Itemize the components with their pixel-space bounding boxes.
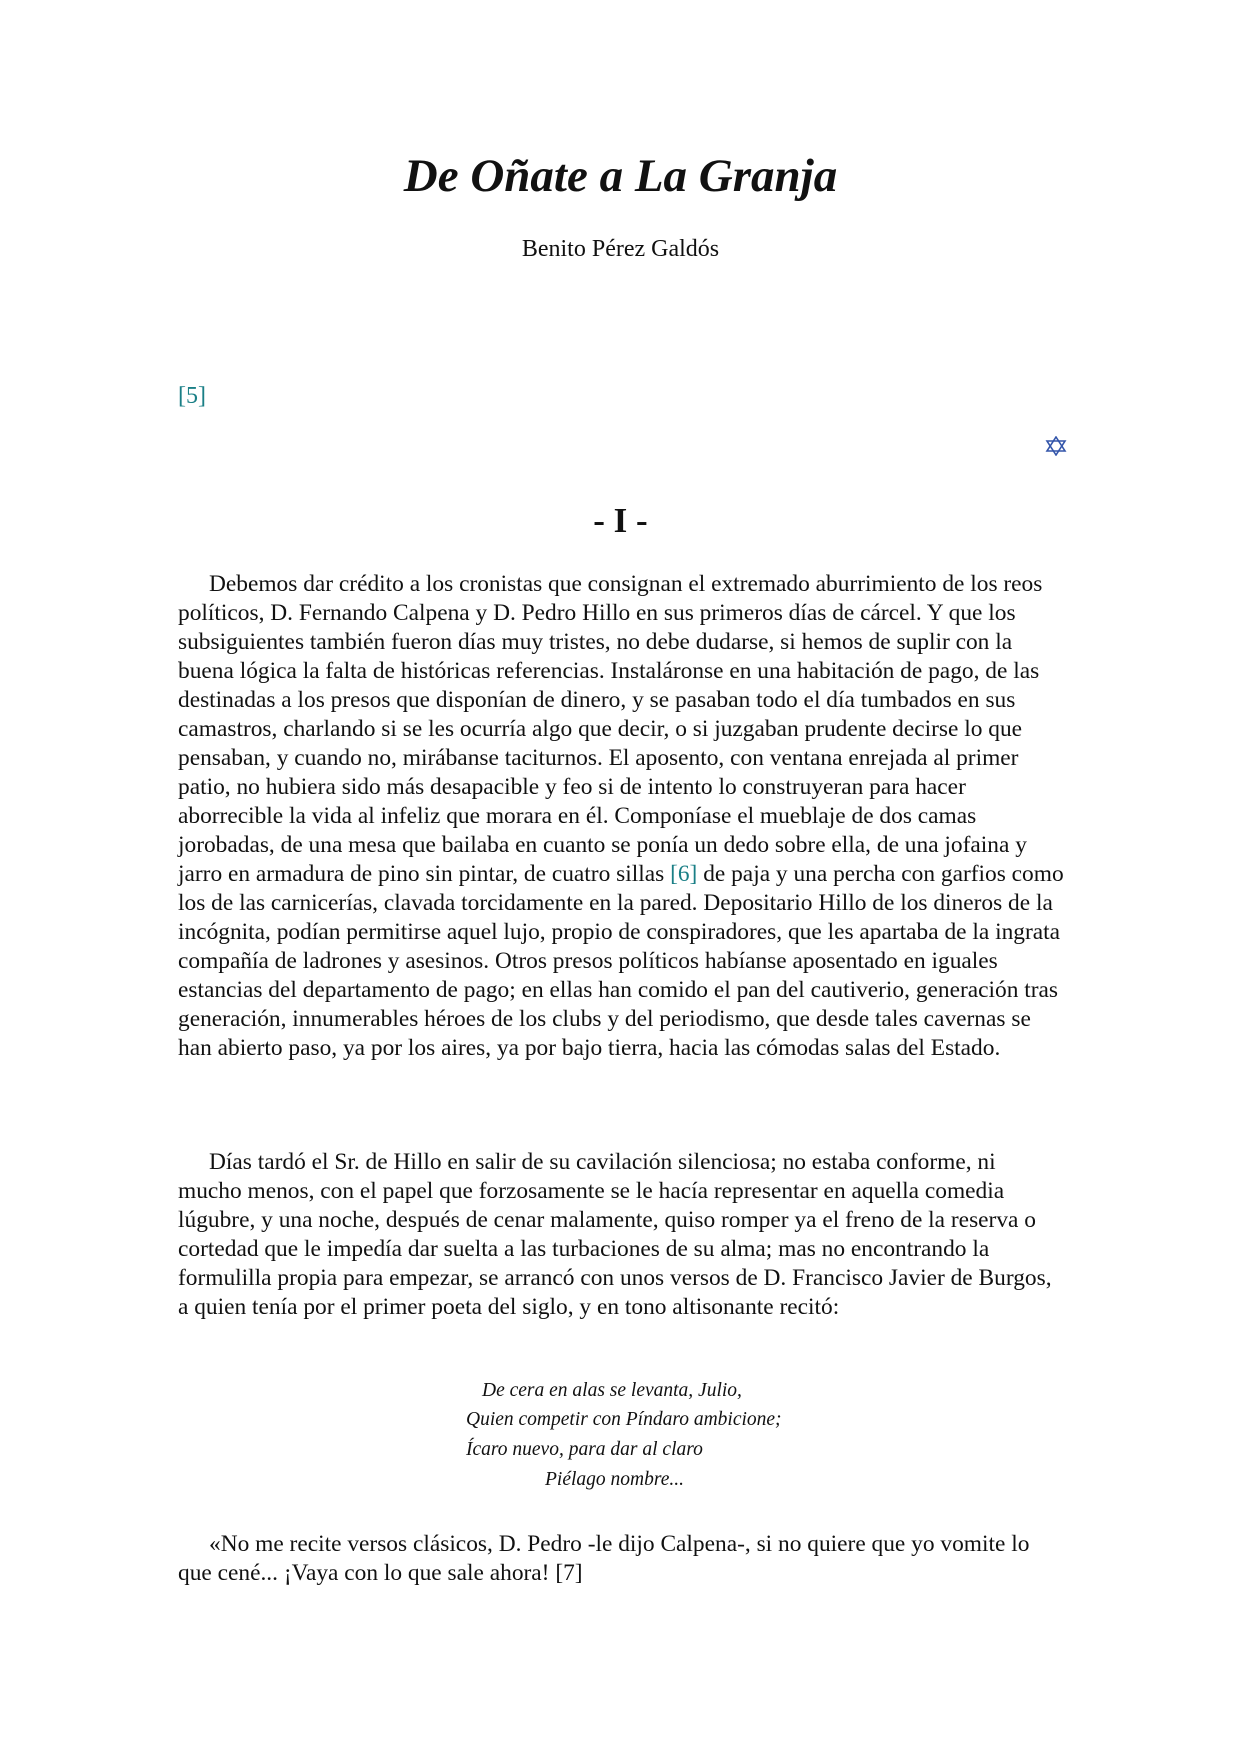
verse-line: De cera en alas se levanta, Julio, bbox=[482, 1380, 742, 1401]
paragraph-3: «No me recite versos clásicos, D. Pedro -le dijo Calpena-, si no quiere que yo vomite lo que cené... ¡Vaya con lo que sale ahora! [7] bbox=[178, 1531, 1030, 1586]
verse-line: Quien competir con Píndaro ambicione; bbox=[466, 1409, 782, 1430]
chapter-heading: - I - bbox=[593, 501, 648, 540]
verse-line: Piélago nombre... bbox=[545, 1469, 685, 1490]
page-reference-link[interactable]: [5] bbox=[178, 383, 206, 409]
paragraph-2: Días tardó el Sr. de Hillo en salir de su cavilación silenciosa; no estaba conforme, ni mucho menos, con el papel que forzosamente se le hacía representar en aquella comedia lúgubre, y una noche, después de cenar malamente, quiso romper ya el freno de la reserva o cortedad que le impedía dar suelta a las turbaciones de su alma; mas no encontrando la formulilla propia para empezar, se arrancó con unos versos de D. Francisco Javier de Burgos, a quien tenía por el primer poeta del siglo, y en tono altisonante recitó: bbox=[178, 1149, 1052, 1320]
star-of-david-icon bbox=[1045, 436, 1067, 456]
paragraph-1-text-b: de paja y una percha con garfios como los de las carnicerías, clavada torcidamente en la pared. Depositario Hillo de los dineros de la incógnita, podían permitirse aquel lujo, propio de conspiradores, que les apartaba de la ingrata compañía de ladrones y asesinos. Otros presos políticos habíanse aposentado en iguales estancias del departamento de pago; en ellas han comido el pan del cautiverio, generación tras generación, innumerables héroes de los clubs y del periodismo, que desde tales cavernas se han abierto paso, ya por los aires, ya por bajo tierra, hacia las cómodas salas del Estado. bbox=[178, 861, 1064, 1061]
author-name: Benito Pérez Galdós bbox=[521, 236, 720, 262]
paragraph-1-text-a: Debemos dar crédito a los cronistas que consignan el extremado aburrimiento de los reos políticos, D. Fernando Calpena y D. Pedro Hillo en sus primeros días de cárcel. Y que los subsiguientes también fueron días muy tristes, no debe dudarse, si hemos de suplir con la buena lógica la falta de históricas referencias. Instaláronse en una habitación de pago, de las destinadas a los presos que disponían de dinero, y se pasaban todo el día tumbados en sus camastros, charlando si se les ocurría algo que decir, o si juzgaban prudente decirse lo que pensaban, y cuando no, mirábanse taciturnos. El aposento, con ventana enrejada al primer patio, no hubiera sido más desapacible y feo si de intento lo construyeran para hacer aborrecible la vida al infeliz que morara en él. Componíase el mueblaje de dos camas jorobadas, de una mesa que bailaba en cuanto se ponía un dedo sobre ella, de una jofaina y jarro en armadura de pino sin pintar, de cuatro sillas bbox=[178, 571, 1043, 887]
paragraph-1 bbox=[178, 570, 1064, 1063]
verse-line: Ícaro nuevo, para dar al claro bbox=[466, 1439, 703, 1460]
page-reference-link-inline[interactable]: [6] bbox=[670, 861, 698, 887]
book-title: De Oñate a La Granja bbox=[403, 150, 838, 202]
